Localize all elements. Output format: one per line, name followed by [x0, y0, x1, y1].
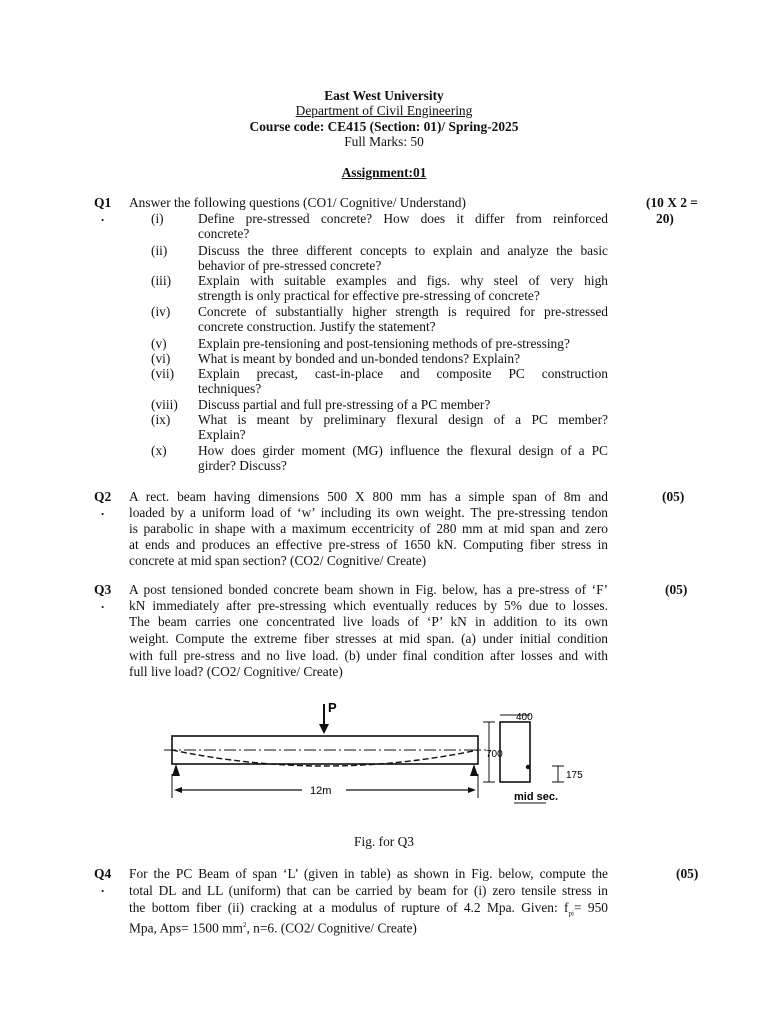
- marks: (05): [665, 582, 688, 597]
- question-text-line: A rect. beam having dimensions 500 X 800 mm has a simple span of 8m and: [129, 489, 608, 504]
- full-marks: Full Marks: 50: [344, 134, 424, 149]
- marks-line1: (10 X 2 =: [646, 195, 698, 210]
- question-text-line: Mpa, Aps= 1500 $mm^2$, n=6. (CO2/ Cognitive/ Create): [129, 920, 417, 936]
- question-text-line: For the PC Beam of span ‘L’ (given in table) as shown in Fig. below, compute the: [129, 866, 608, 881]
- question-number: Q1: [94, 195, 112, 210]
- sub-question-text: How does girder moment (MG) influence the flexural design of a PC: [198, 443, 608, 458]
- depth-label: 700: [486, 749, 503, 760]
- width-label: 400: [516, 712, 533, 723]
- mid-section: [500, 722, 530, 782]
- question-number: Q3: [94, 582, 112, 597]
- question-dot: .: [101, 209, 105, 224]
- question-intro: Answer the following questions (CO1/ Cognitive/ Understand): [129, 195, 466, 210]
- sub-question-text: strength is only practical for effective pre-stressing of concrete?: [198, 288, 540, 303]
- sub-question-number: (i): [151, 211, 164, 226]
- tendon-dot: [526, 765, 530, 769]
- left-support: [172, 764, 180, 776]
- course-code: Course code: CE415 (Section: 01)/ Spring-2025: [249, 119, 519, 134]
- sub-question-number: (ii): [151, 243, 168, 258]
- question-text-line: The beam carries one concentrated live loads of ‘P’ kN in addition to its own: [129, 614, 608, 629]
- sub-question-number: (vii): [151, 366, 175, 381]
- sub-question-text: behavior of pre-stressed concrete?: [198, 258, 382, 273]
- marks: (05): [662, 489, 685, 504]
- department-name: Department of Civil Engineering: [295, 103, 473, 118]
- marks: (05): [676, 866, 699, 881]
- university-name: East West University: [324, 88, 444, 103]
- span-label: 12m: [310, 785, 332, 797]
- load-label: P: [328, 700, 337, 715]
- sub-question-text: What is meant by bonded and un-bonded tendons? Explain?: [198, 351, 521, 366]
- question-text-line: loaded by a uniform load of ‘w’ including its own weight. The pre-stressing tendon: [129, 505, 608, 520]
- sub-question-text: concrete construction. Justify the statement?: [198, 319, 436, 334]
- question-text-line: total DL and LL (uniform) that can be carried by beam for (i) zero tensile stress in: [129, 883, 608, 898]
- question-text-line: is parabolic in shape with a maximum eccentricity of 280 mm at mid span and zero: [129, 521, 608, 536]
- question-dot: .: [101, 503, 105, 518]
- question-dot: .: [101, 880, 105, 895]
- sub-question-text: Explain with suitable examples and figs. why steel of very high: [198, 273, 608, 288]
- sub-question-number: (iii): [151, 273, 172, 288]
- load-arrow-head: [319, 724, 329, 734]
- beam-figure: [150, 696, 600, 816]
- question-number: Q4: [94, 866, 112, 881]
- question-text-line: with full pre-stress and no live load. (b) under final condition after losses and with: [129, 648, 608, 663]
- right-support: [470, 764, 478, 776]
- question-number: Q2: [94, 489, 112, 504]
- cover-label: 175: [566, 770, 583, 781]
- question-dot: .: [101, 596, 105, 611]
- sub-question-text: concrete?: [198, 226, 250, 241]
- sub-question-text: Discuss the three different concepts to explain and analyze the basic: [198, 243, 608, 258]
- figure-caption: Fig. for Q3: [354, 834, 414, 849]
- sub-question-number: (v): [151, 336, 167, 351]
- sub-question-text: techniques?: [198, 381, 262, 396]
- question-text-line: full live load? (CO2/ Cognitive/ Create): [129, 664, 343, 679]
- sub-question-number: (vi): [151, 351, 171, 366]
- sub-question-text: Explain precast, cast-in-place and composite PC construction: [198, 366, 608, 381]
- sub-question-text: Define pre-stressed concrete? How does it differ from reinforced: [198, 211, 608, 226]
- assignment-title: Assignment:01: [341, 165, 427, 180]
- question-text-line: at ends and produces an effective pre-stress of 1650 kN. Computing fiber stress in: [129, 537, 608, 552]
- question-text-line: concrete at mid span section? (CO2/ Cognitive/ Create): [129, 553, 427, 568]
- sub-question-text: Discuss partial and full pre-stressing of a PC member?: [198, 397, 491, 412]
- sub-question-text: Concrete of substantially higher strength is required for pre-stressed: [198, 304, 608, 319]
- question-text-line: A post tensioned bonded concrete beam shown in Fig. below, has a pre-stress of ‘F’: [129, 582, 608, 597]
- sub-question-text: Explain pre-tensioning and post-tensioning methods of pre-stressing?: [198, 336, 570, 351]
- marks-line2: 20): [656, 211, 674, 226]
- section-label: mid sec.: [514, 791, 559, 803]
- question-text-line: the bottom fiber (ii) cracking at a modulus of rupture of 4.2 Mpa. Given: $f_{pi}= 950$: [129, 900, 608, 918]
- sub-question-text: What is meant by preliminary flexural design of a PC member?: [198, 412, 608, 427]
- sub-question-number: (iv): [151, 304, 171, 319]
- sub-question-number: (viii): [151, 397, 178, 412]
- sub-question-number: (ix): [151, 412, 171, 427]
- question-text-line: weight. Compute the extreme fiber stresses at mid span. (a) under initial condition: [129, 631, 608, 646]
- sub-question-text: Explain?: [198, 427, 246, 442]
- sub-question-text: girder? Discuss?: [198, 458, 287, 473]
- question-text-line: kN immediately after pre-stressing which eventually reduces by 5% due to losses.: [129, 598, 608, 613]
- sub-question-number: (x): [151, 443, 167, 458]
